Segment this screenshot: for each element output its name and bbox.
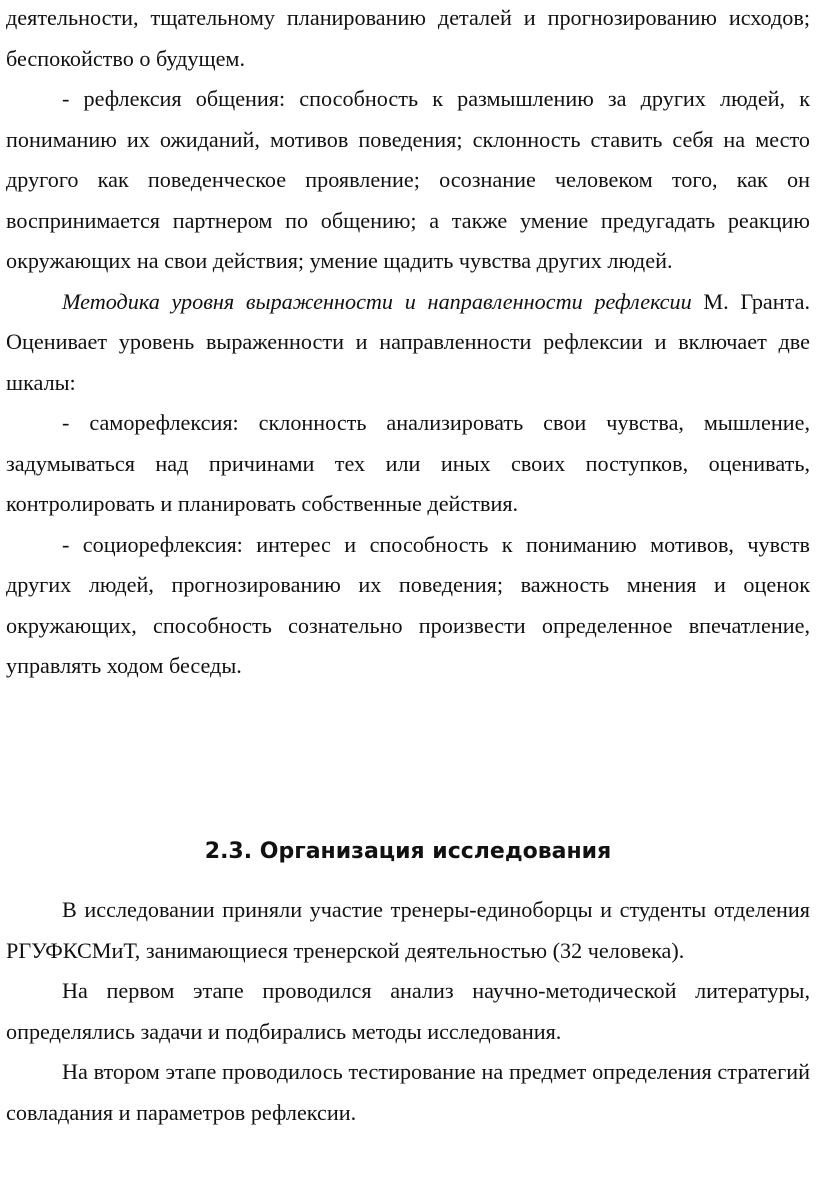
text-block-top <box>6 0 810 687</box>
paragraph-grant-method <box>6 282 810 404</box>
paragraph-self-reflection: - саморефлексия: склонность анализировать свои чувства, мышление, задумываться над причинами тех или иных своих поступков, оценивать, контролировать и планировать собственные действия. <box>6 410 810 516</box>
paragraph-stage-two: На втором этапе проводилось тестирование на предмет определения стратегий совладания и параметров рефлексии. <box>6 1059 810 1125</box>
method-description: М. Гранта. Оценивает уровень выраженности и направленности рефлексии и включает две шкалы: <box>6 288 810 395</box>
paragraph-participants: В исследовании приняли участие тренеры-единоборцы и студенты отделения РГУФКСМиТ, занимающиеся тренерской деятельностью (32 человека). <box>6 897 810 963</box>
paragraph-socio-reflection: - социорефлексия: интерес и способность к пониманию мотивов, чувств других людей, прогнозированию их поведения; важность мнения и оценок окружающих, способность сознательно произвести определенное впечатление, управлять ходом беседы. <box>6 531 810 678</box>
text-block-bottom <box>6 890 810 1133</box>
method-title-italic: Методика уровня выраженности и направленности рефлексии <box>62 288 692 314</box>
paragraph-stage-one: На первом этапе проводился анализ научно-методической литературы, определялись задачи и подбирались методы исследования. <box>6 978 810 1044</box>
paragraph-continuation: деятельности, тщательному планированию деталей и прогнозированию исходов; беспокойство о будущем. <box>6 5 810 71</box>
paragraph-communication-reflection: - рефлексия общения: способность к размышлению за других людей, к пониманию их ожиданий, мотивов поведения; склонность ставить себя на место другого как поведенческое проявление; осознание человеком того, как он воспринимается партнером по общению; а также умение предугадать реакцию окружающих на свои действия; умение щадить чувства других людей. <box>6 86 810 273</box>
section-heading: 2.3. Организация исследования <box>204 839 612 864</box>
